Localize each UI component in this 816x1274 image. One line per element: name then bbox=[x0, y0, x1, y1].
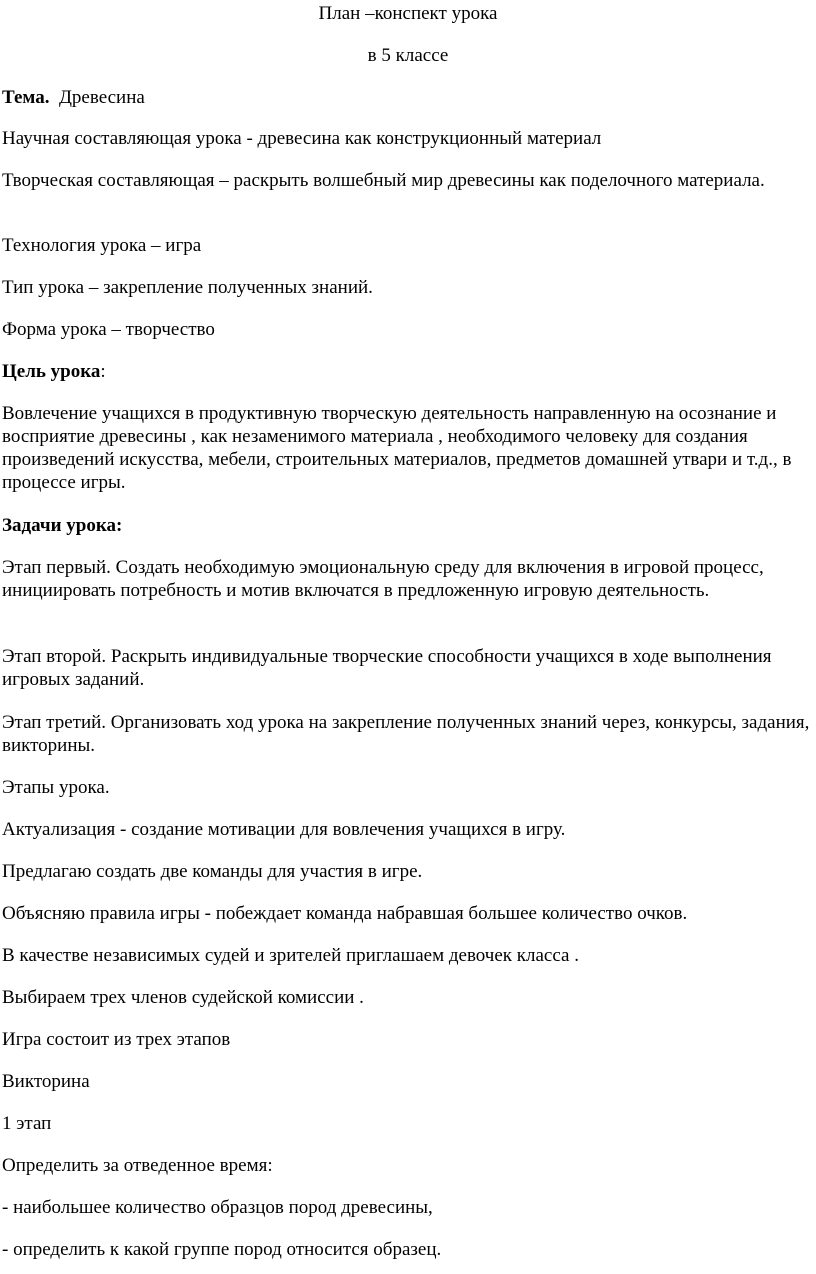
topic-line bbox=[2, 86, 814, 109]
topic-label: Тема. bbox=[2, 87, 50, 108]
judges-line: В качестве независимых судей и зрителей приглашаем девочек класса . bbox=[2, 945, 579, 966]
task-stage-three: Этап третий. Организовать ход урока на закрепление полученных знаний через, конкурсы, задания, викторины. bbox=[2, 712, 810, 756]
lesson-form: Форма урока – творчество bbox=[2, 319, 215, 340]
lesson-stages-heading: Этапы урока. bbox=[2, 777, 110, 798]
teams-line: Предлагаю создать две команды для участия в игре. bbox=[2, 861, 423, 882]
define-line: Определить за отведенное время: bbox=[2, 1155, 273, 1176]
quiz-line: Викторина bbox=[2, 1071, 90, 1092]
task-stage-one: Этап первый. Создать необходимую эмоциональную среду для включения в игровой процесс, инициировать потребность и мотив включатся в предложенную игровую деятельность. bbox=[2, 557, 764, 601]
document-title: План –конспект урока bbox=[318, 3, 498, 24]
goal-heading bbox=[2, 360, 814, 383]
goal-text: Вовлечение учащихся в продуктивную творческую деятельность направленную на осознание и восприятие древесины , как незаменимого материала , необходимого человеку для создания произведений искусства, мебели, строительных материалов, предметов домашней утвари и т.д., в процессе игры. bbox=[2, 403, 792, 493]
creative-component: Творческая составляющая – раскрыть волшебный мир древесины как поделочного материала. bbox=[2, 170, 765, 191]
list-item: - определить к какой группе пород относится образец. bbox=[2, 1239, 442, 1260]
goal-label: Цель урока bbox=[2, 361, 101, 382]
goal-colon: : bbox=[100, 361, 106, 382]
rules-line: Объясняю правила игры - побеждает команда набравшая большее количество очков. bbox=[2, 903, 688, 924]
lesson-technology: Технология урока – игра bbox=[2, 235, 202, 256]
game-parts-line: Игра состоит из трех этапов bbox=[2, 1029, 231, 1050]
topic-value: Древесина bbox=[58, 87, 145, 108]
document-subtitle: в 5 классе bbox=[367, 45, 449, 66]
tasks-heading: Задачи урока: bbox=[2, 515, 123, 536]
list-item: - наибольшее количество образцов пород древесины, bbox=[2, 1197, 433, 1218]
lesson-type: Тип урока – закрепление полученных знаний. bbox=[2, 277, 373, 298]
task-stage-two: Этап второй. Раскрыть индивидуальные творческие способности учащихся в ходе выполнения игровых заданий. bbox=[2, 646, 772, 690]
scientific-component: Научная составляющая урока - древесина как конструкционный материал bbox=[2, 128, 602, 149]
stage-one-line: 1 этап bbox=[2, 1113, 52, 1134]
commission-line: Выбираем трех членов судейской комиссии . bbox=[2, 987, 364, 1008]
actualization-line: Актуализация - создание мотивации для вовлечения учащихся в игру. bbox=[2, 819, 566, 840]
